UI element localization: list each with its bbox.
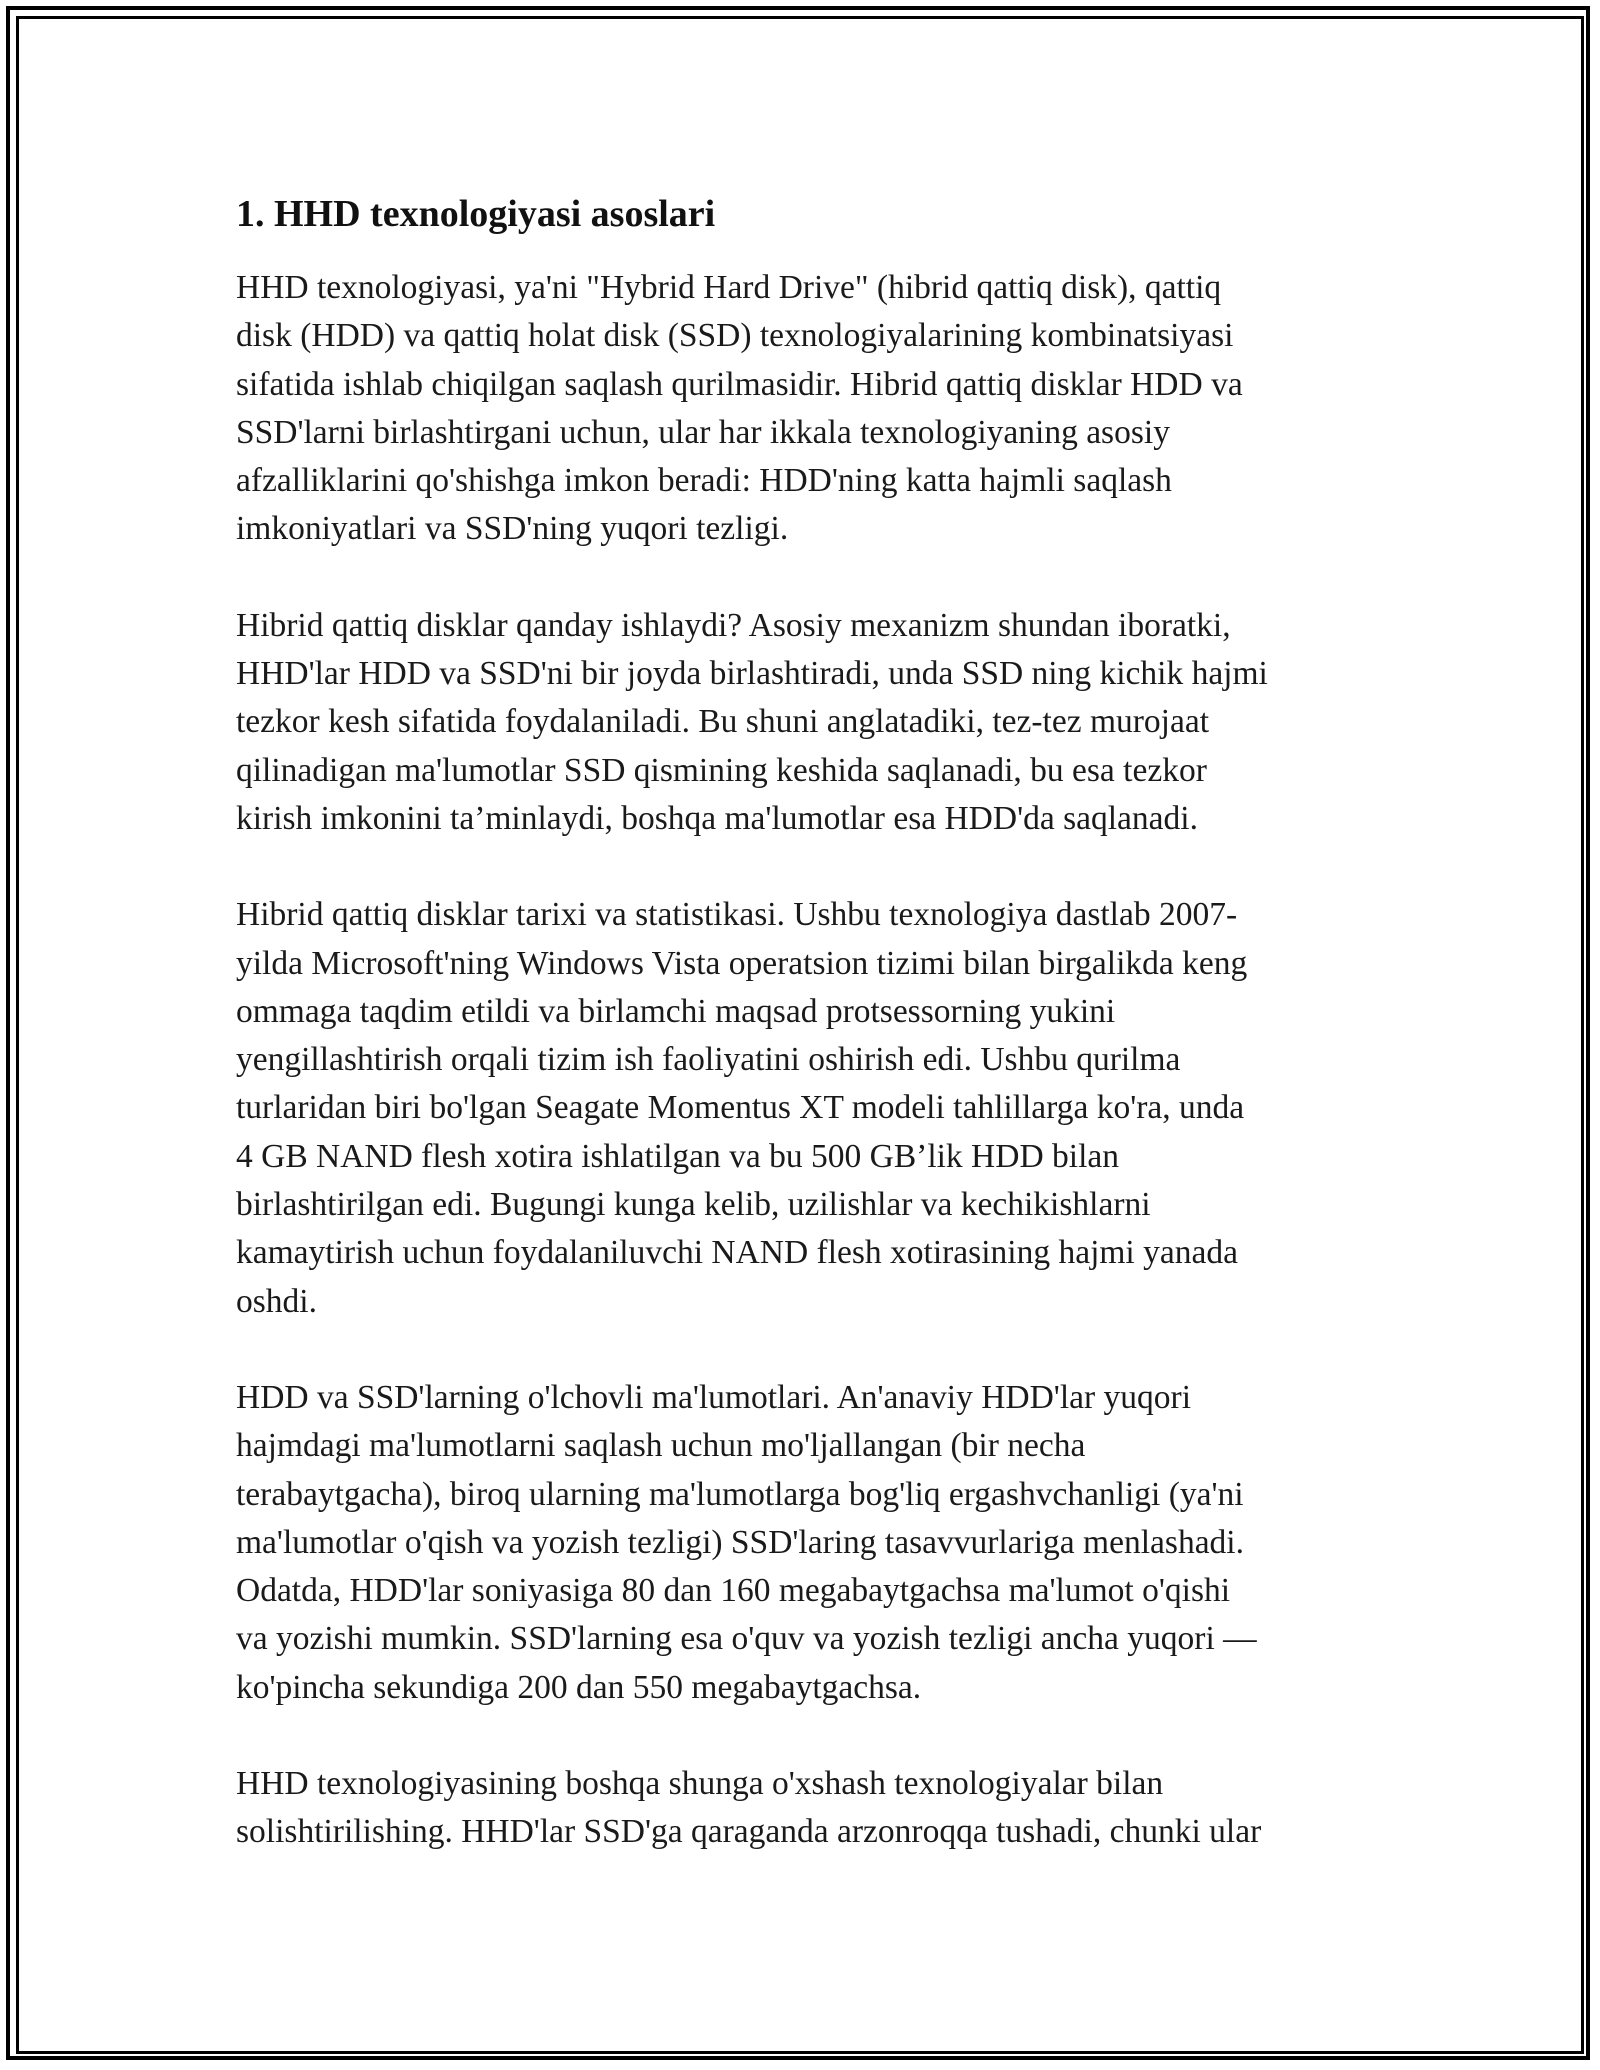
paragraph-line: yilda Microsoft'ning Windows Vista operatsion tizimi bilan birgalikda keng (236, 944, 1248, 982)
section-heading: 1. HHD texnologiyasi asoslari (236, 193, 716, 235)
paragraph-line: imkoniyatlari va SSD'ning yuqori tezligi. (236, 510, 789, 548)
paragraph-line: qilinadigan ma'lumotlar SSD qismining keshida saqlanadi, bu esa tezkor (236, 751, 1207, 789)
paragraph-line: HHD'lar HDD va SSD'ni bir joyda birlashtiradi, unda SSD ning kichik hajmi (236, 655, 1268, 693)
paragraph-line: ma'lumotlar o'qish va yozish tezligi) SSD'laring tasavvurlariga menlashadi. (236, 1523, 1244, 1561)
paragraph-line: sifatida ishlab chiqilgan saqlash qurilmasidir. Hibrid qattiq disklar HDD va (236, 365, 1243, 403)
paragraph-line: oshdi. (236, 1282, 317, 1320)
paragraph-line: Odatda, HDD'lar soniyasiga 80 dan 160 megabaytgachsa ma'lumot o'qishi (236, 1572, 1231, 1610)
paragraph-how-it-works (236, 602, 1376, 843)
paragraph-line: SSD'larni birlashtirgani uchun, ular har ikkala texnologiyaning asosiy (236, 413, 1170, 451)
paragraph-line: kamaytirish uchun foydalaniluvchi NAND flesh xotirasining hajmi yanada (236, 1234, 1238, 1272)
paragraph-line: solishtirilishing. HHD'lar SSD'ga qaraganda arzonroqqa tushadi, chunki ular (236, 1813, 1262, 1851)
paragraph-line: 4 GB NAND flesh xotira ishlatilgan va bu 500 GB’lik HDD bilan (236, 1137, 1119, 1175)
paragraph-line: tezkor kesh sifatida foydalaniladi. Bu shuni anglatadiki, tez-tez murojaat (236, 703, 1210, 741)
paragraph-line: Hibrid qattiq disklar qanday ishlaydi? Asosiy mexanizm shundan iboratki, (236, 606, 1231, 644)
paragraph-history (236, 891, 1376, 1326)
paragraph-line: turlaridan biri bo'lgan Seagate Momentus XT modeli tahlillarga ko'ra, unda (236, 1089, 1245, 1127)
paragraph-line: HHD texnologiyasining boshqa shunga o'xshash texnologiyalar bilan (236, 1765, 1164, 1803)
paragraph-line: ommaga taqdim etildi va birlamchi maqsad protsessorning yukini (236, 992, 1116, 1030)
paragraph-line: va yozishi mumkin. SSD'larning esa o'quv va yozish tezligi ancha yuqori — (236, 1620, 1257, 1658)
paragraph-line: disk (HDD) va qattiq holat disk (SSD) texnologiyalarining kombinatsiyasi (236, 317, 1234, 355)
paragraph-line: afzalliklarini qo'shishga imkon beradi: HDD'ning katta hajmli saqlash (236, 462, 1172, 500)
paragraph-line: yengillashtirish orqali tizim ish faoliyatini oshirish edi. Ushbu qurilma (236, 1041, 1181, 1079)
paragraph-line: kirish imkonini ta’minlaydi, boshqa ma'lumotlar esa HDD'da saqlanadi. (236, 799, 1198, 837)
paragraph-line: HHD texnologiyasi, ya'ni "Hybrid Hard Drive" (hibrid qattiq disk), qattiq (236, 269, 1222, 306)
paragraph-line: birlashtirilgan edi. Bugungi kunga kelib, uzilishlar va kechikishlarni (236, 1186, 1151, 1224)
paragraph-line: terabaytgacha), biroq ularning ma'lumotlarga bog'liq ergashvchanligi (ya'ni (236, 1475, 1244, 1513)
paragraph-comparison (236, 1760, 1376, 1857)
document-body (236, 186, 1376, 1905)
paragraph-line: ko'pincha sekundiga 200 dan 550 megabaytgachsa. (236, 1668, 922, 1706)
paragraph-line: hajmdagi ma'lumotlarni saqlash uchun mo'ljallangan (bir necha (236, 1427, 1086, 1465)
paragraph-line: Hibrid qattiq disklar tarixi va statistikasi. Ushbu texnologiya dastlab 2007- (236, 896, 1238, 934)
paragraph-line: HDD va SSD'larning o'lchovli ma'lumotlari. An'anaviy HDD'lar yuqori (236, 1378, 1192, 1416)
paragraph-intro (236, 264, 1376, 554)
paragraph-measurements (236, 1374, 1376, 1712)
